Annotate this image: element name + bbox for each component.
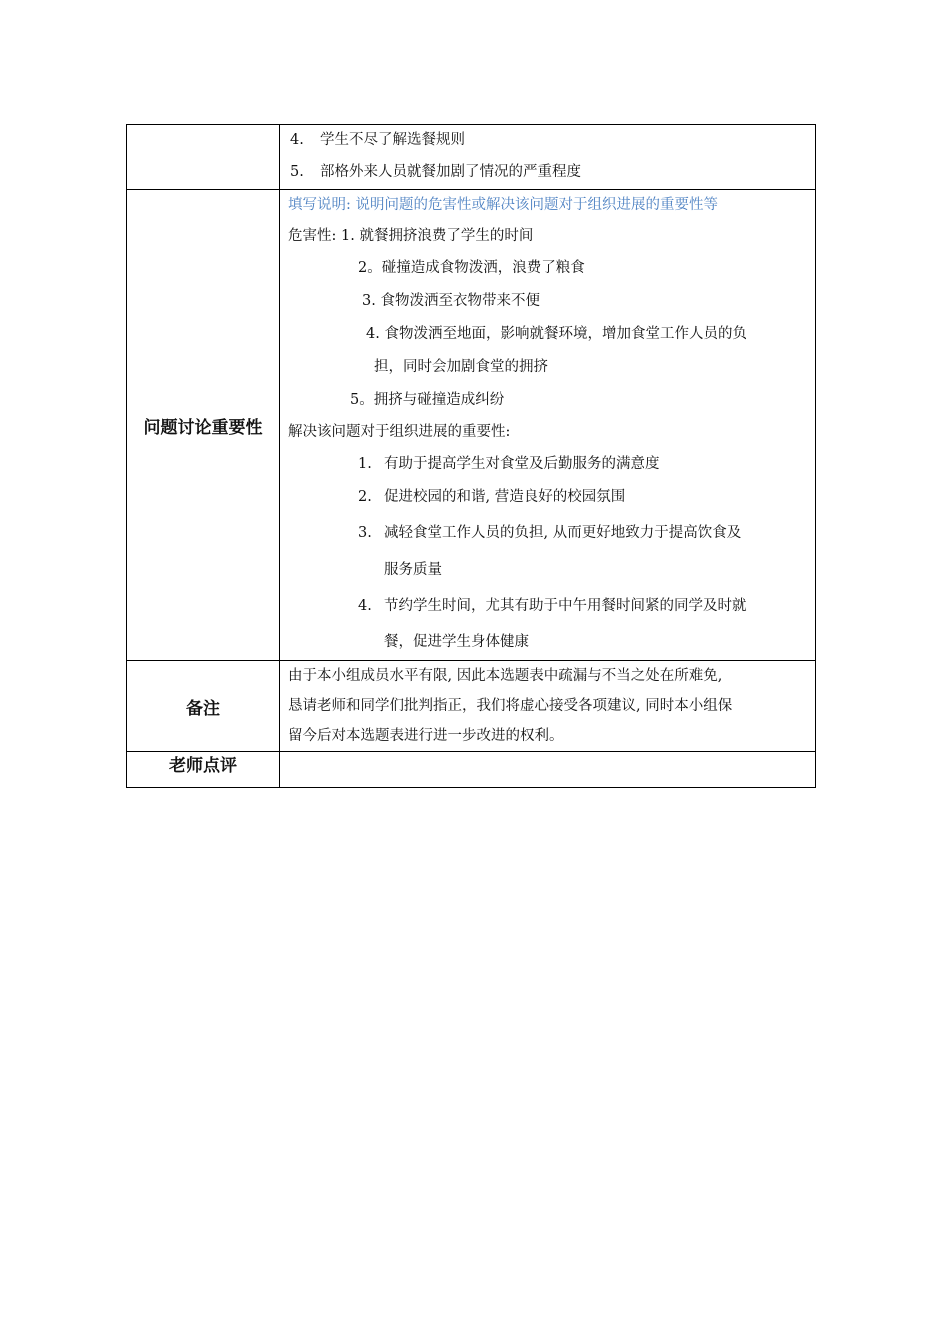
- harm-item: 2。碰撞造成食物泼洒，浪费了粮食: [358, 260, 585, 276]
- solve-item: 4. 节约学生时间，尤其有助于中午用餐时间紧的同学及时就: [358, 598, 747, 614]
- remarks-line: 留今后对本选题表进行进一步改进的权利。: [288, 728, 564, 744]
- list-item: 5. 部格外来人员就餐加剧了情况的严重程度: [290, 164, 581, 180]
- solve-item-continued: 服务质量: [384, 562, 442, 578]
- importance-row: [127, 190, 816, 661]
- solve-item: 1. 有助于提高学生对食堂及后勤服务的满意度: [358, 456, 660, 472]
- continued-content-cell: [280, 125, 816, 190]
- teacher-comment-field[interactable]: [280, 752, 816, 788]
- harm-item-continued: 担，同时会加剧食堂的拥挤: [374, 359, 548, 375]
- remarks-content-cell: [280, 661, 816, 752]
- importance-label: 问题讨论重要性: [127, 190, 280, 661]
- remarks-line: 由于本小组成员水平有限, 因此本选题表中疏漏与不当之处在所难免,: [288, 668, 723, 684]
- solve-item-continued: 餐，促进学生身体健康: [384, 634, 529, 650]
- harm-item: 3. 食物泼洒至衣物带来不便: [362, 293, 540, 309]
- topic-selection-form: [126, 124, 816, 788]
- solve-item: 3. 减轻食堂工作人员的负担, 从而更好地致力于提高饮食及: [358, 525, 742, 541]
- remarks-row: [127, 661, 816, 752]
- importance-content-cell: [280, 190, 816, 661]
- harm-item: 5。拥挤与碰撞造成纠纷: [350, 392, 505, 408]
- list-item: 4. 学生不尽了解选餐规则: [290, 132, 465, 148]
- remarks-label: 备注: [127, 661, 280, 752]
- teacher-comment-row: [127, 752, 816, 788]
- harm-item: 4. 食物泼洒至地面，影响就餐环境，增加食堂工作人员的负: [366, 326, 747, 342]
- fill-instruction: 填写说明: 说明问题的危害性或解决该问题对于组织进展的重要性等: [288, 197, 718, 213]
- continued-row: [127, 125, 816, 190]
- remarks-line: 恳请老师和同学们批判指正，我们将虚心接受各项建议, 同时本小组保: [288, 698, 733, 714]
- harm-heading: 危害性: 1. 就餐拥挤浪费了学生的时间: [288, 228, 534, 244]
- solve-item: 2. 促进校园的和谐, 营造良好的校园氛围: [358, 489, 626, 505]
- teacher-comment-label: 老师点评: [127, 752, 280, 788]
- continued-label-cell: [127, 125, 280, 190]
- solve-heading: 解决该问题对于组织进展的重要性:: [288, 424, 511, 440]
